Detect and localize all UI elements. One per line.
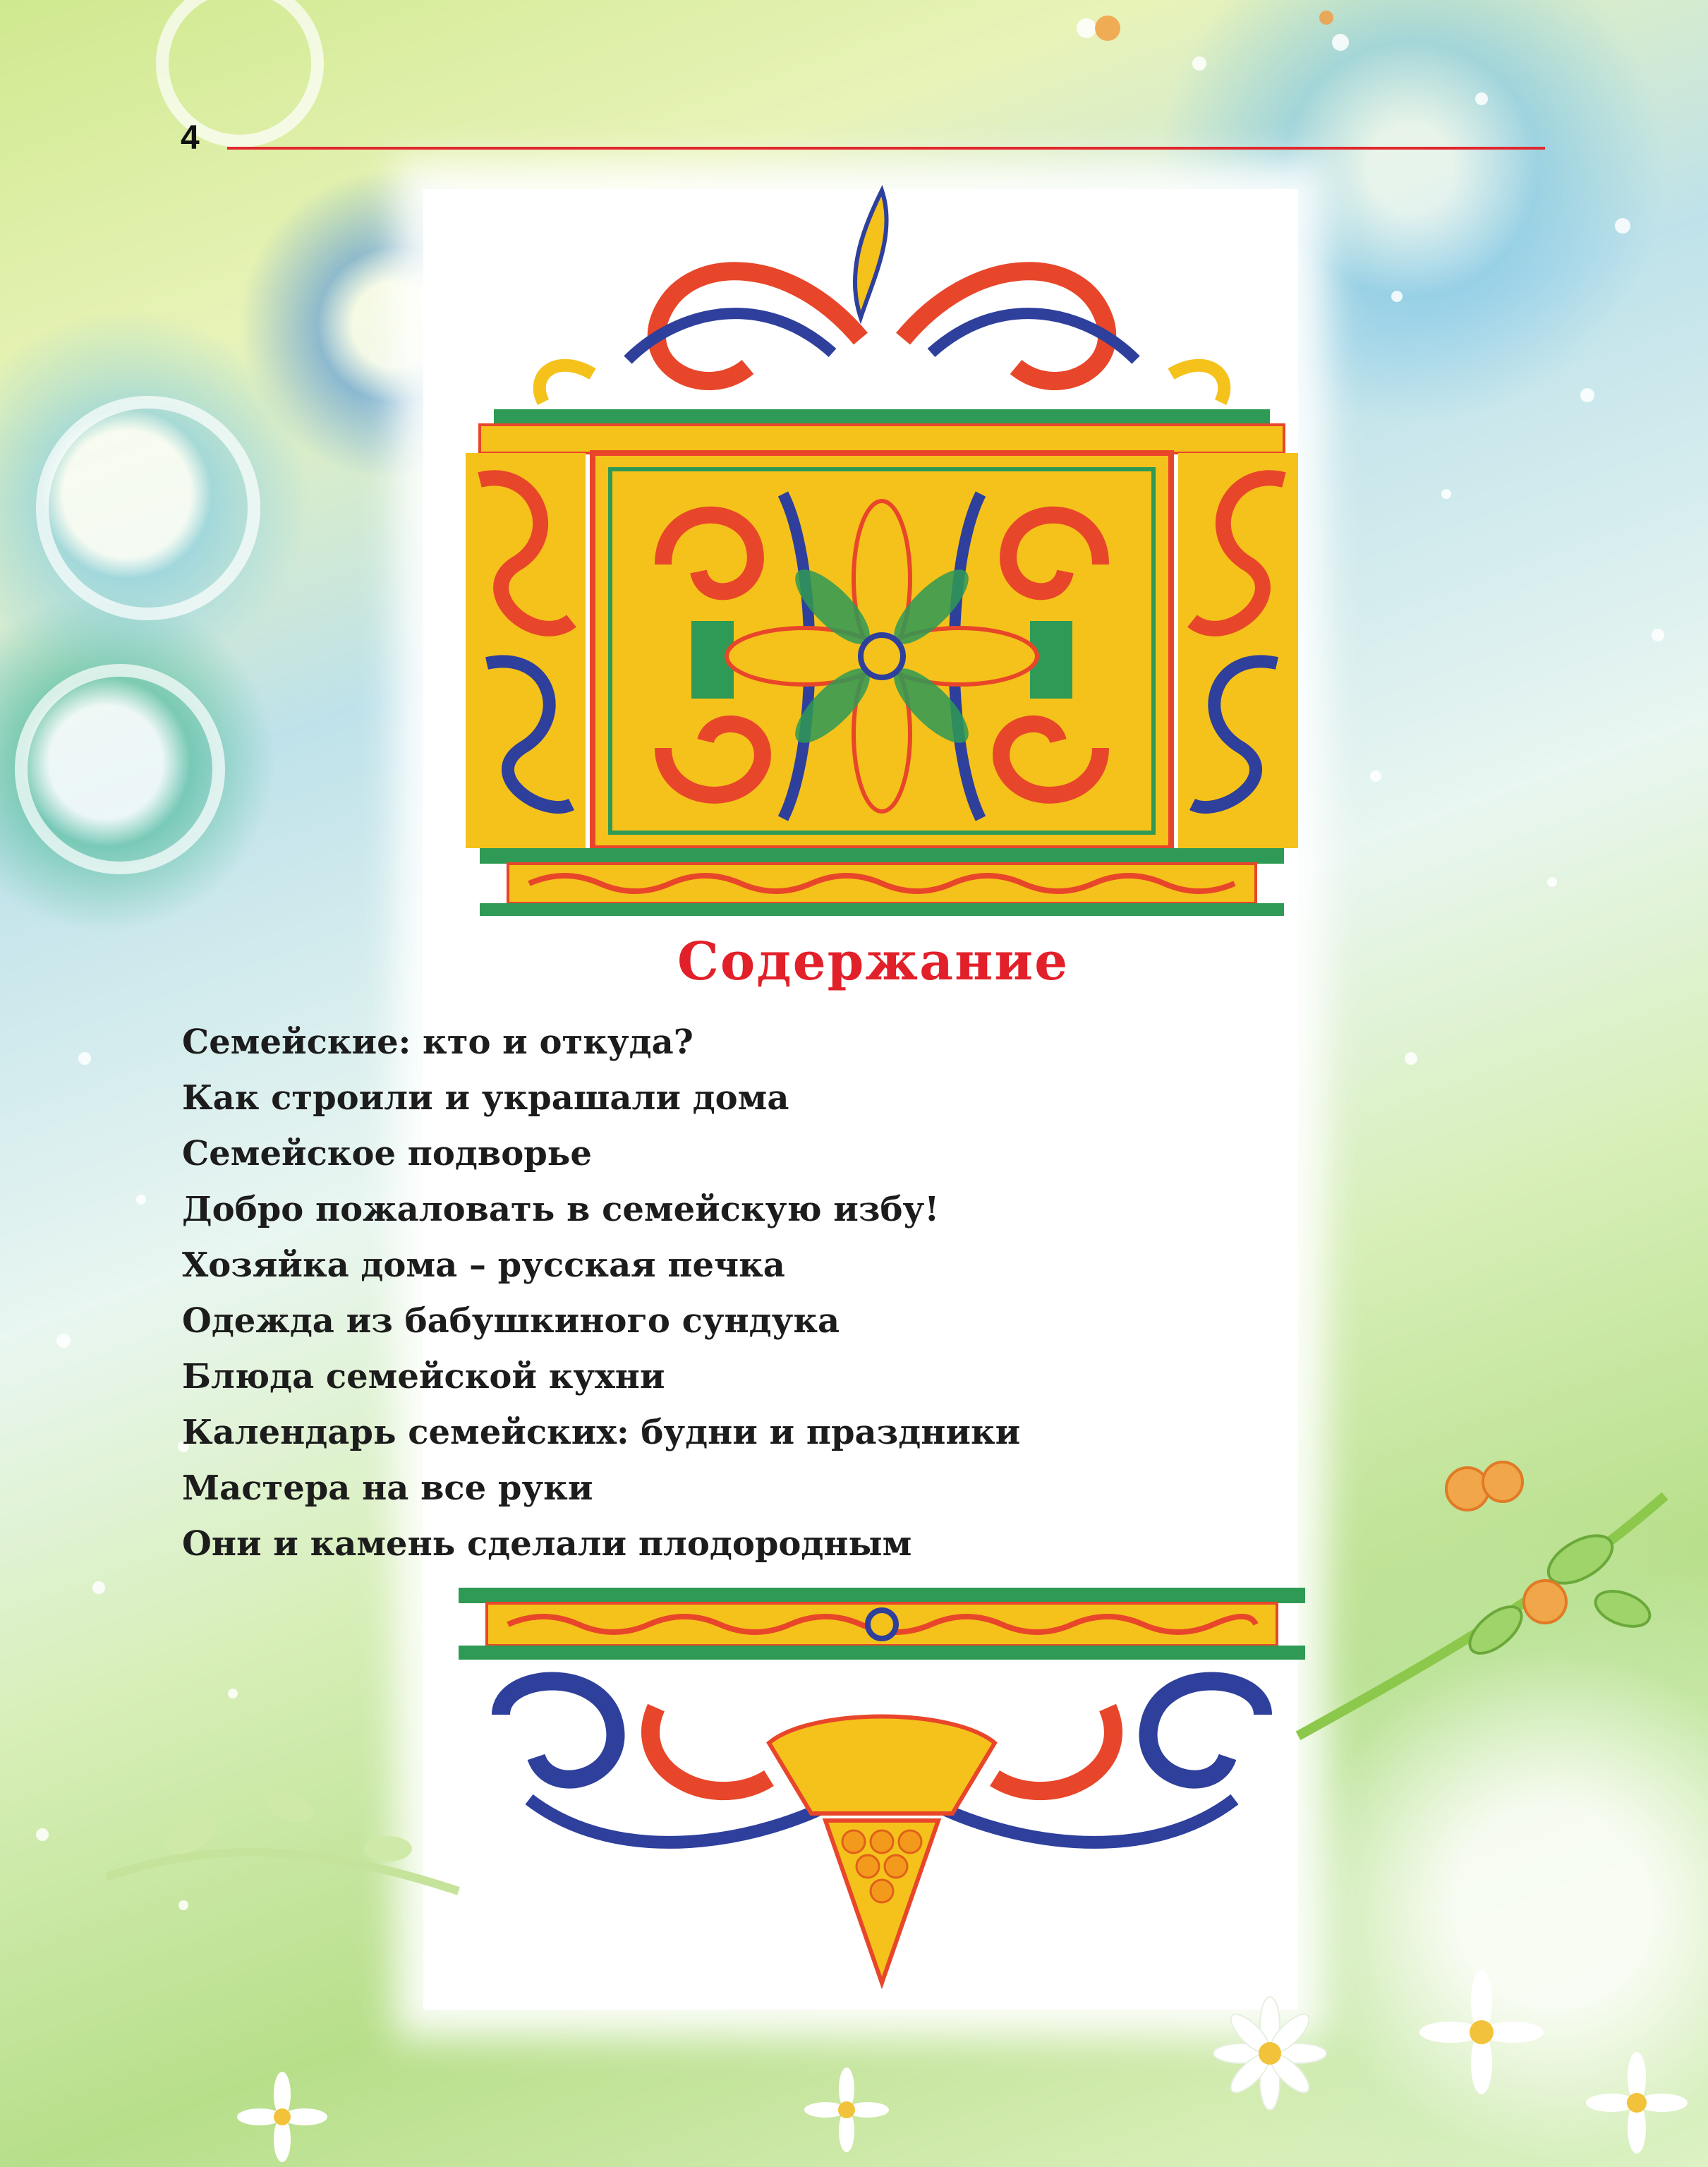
- toc-item: Добро пожаловать в семейскую избу!: [182, 1190, 940, 1229]
- toc-item: Семейские: кто и откуда?: [182, 1022, 694, 1062]
- floral-ornament-top-icon: [452, 169, 1312, 917]
- toc-item: Хозяйка дома – русская печка: [182, 1245, 785, 1285]
- toc-item: Они и камень сделали плодородным: [182, 1524, 912, 1564]
- page-number: 4: [181, 119, 200, 157]
- toc-item: Мастера на все руки: [182, 1468, 593, 1508]
- table-of-contents: [182, 1015, 1020, 1572]
- toc-item: Блюда семейской кухни: [182, 1357, 665, 1396]
- toc-item: Календарь семейских: будни и праздники: [182, 1413, 1021, 1452]
- page-title: Содержание: [677, 931, 1070, 992]
- header-rule: [227, 147, 1545, 150]
- berry-sprig-icon: [1284, 1454, 1679, 1750]
- toc-item: Как строили и украшали дома: [182, 1078, 789, 1118]
- daisy-flowers-icon: [0, 1948, 1708, 2167]
- leaf-sprig-icon: [106, 1623, 473, 1919]
- toc-item: Семейское подворье: [182, 1134, 592, 1173]
- toc-item: Одежда из бабушкиного сундука: [182, 1301, 840, 1341]
- floral-ornament-bottom-icon: [444, 1588, 1319, 1997]
